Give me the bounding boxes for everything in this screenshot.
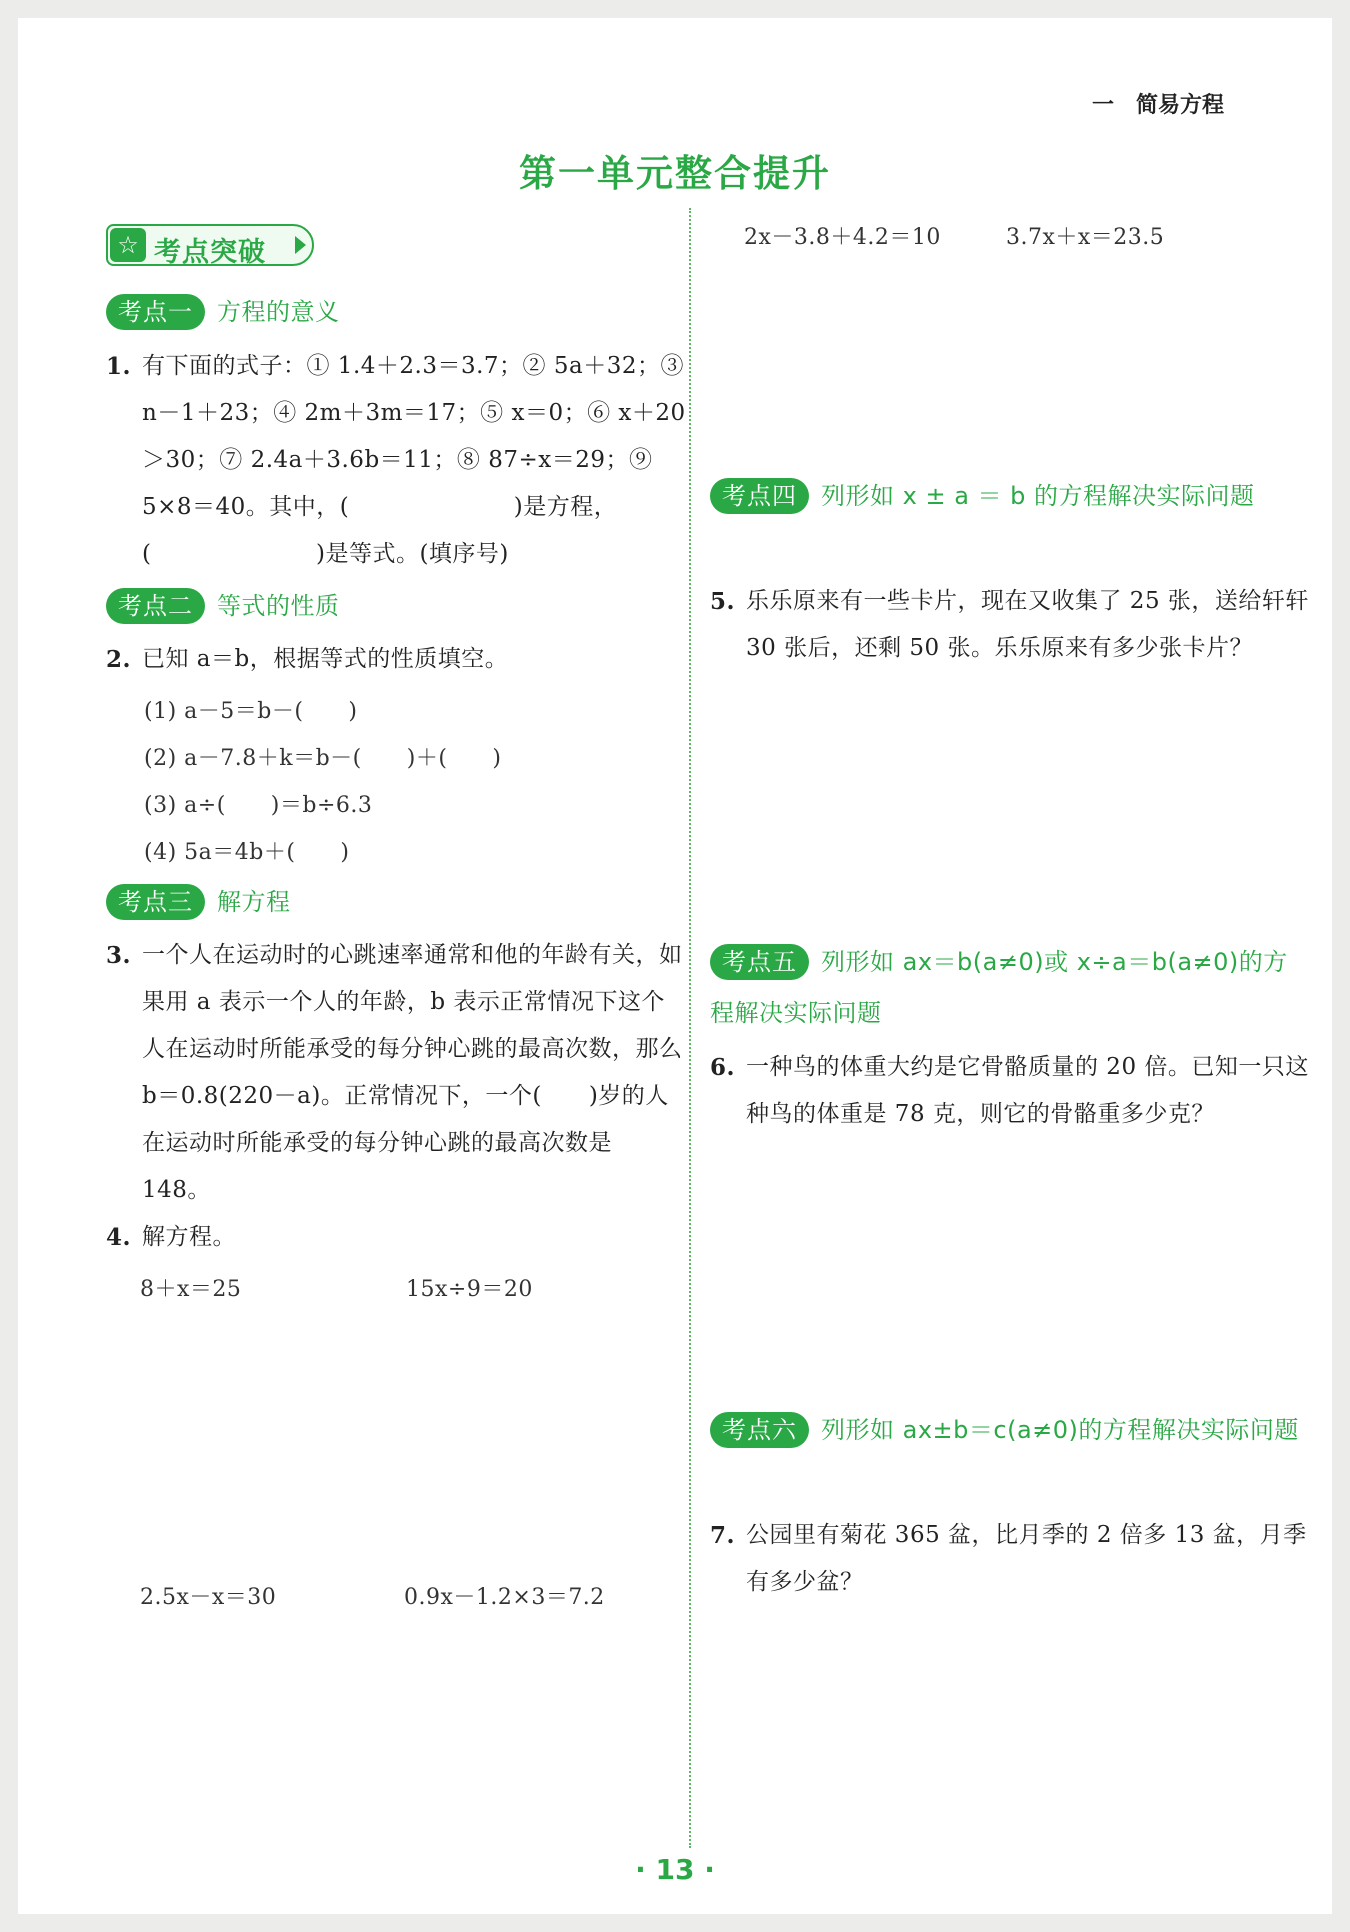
question-text: 乐乐原来有一些卡片，现在又收集了 25 张，送给轩轩 30 张后，还剩 50 张。乐乐原来有多少张卡片？	[746, 588, 1309, 661]
star-icon: ☆	[110, 228, 146, 262]
equation: 2x－3.8＋4.2＝10	[744, 225, 941, 250]
page	[18, 18, 1332, 1914]
section-banner-label: 考点突破	[154, 237, 266, 268]
question-text: 解方程。	[142, 1224, 236, 1250]
kaodian-heading-4	[710, 470, 1310, 521]
kaodian-title: 列形如 ax±b＝c(a≠0)的方程解决实际问题	[821, 1416, 1299, 1444]
kaodian-title: 列形如 x ± a ＝ b 的方程解决实际问题	[821, 482, 1255, 510]
question-text: 已知 a＝b，根据等式的性质填空。	[142, 646, 509, 672]
kaodian-tag: 考点二	[106, 588, 205, 624]
equation: 15x÷9＝20	[406, 1277, 533, 1302]
page-title: 第一单元整合提升	[519, 152, 831, 195]
question-number: 3.	[106, 942, 132, 969]
question-number: 6.	[710, 1054, 736, 1081]
question-number: 1.	[106, 353, 132, 380]
kaodian-heading-6	[710, 1404, 1310, 1455]
kaodian-heading-5	[710, 936, 1310, 1038]
question-3	[106, 932, 688, 1214]
kaodian-tag: 考点一	[106, 294, 205, 330]
equation: 0.9x－1.2×3＝7.2	[404, 1585, 605, 1610]
fill-item: (4) 5a＝4b＋( )	[144, 840, 350, 865]
chapter-header: 一 简易方程	[1091, 93, 1224, 118]
question-4	[106, 1214, 688, 1261]
question-2	[106, 636, 688, 683]
question-1	[106, 343, 688, 578]
fill-item: (2) a－7.8＋k＝b－( )＋( )	[144, 746, 502, 771]
kaodian-title: 等式的性质	[217, 592, 340, 620]
question-text: 一个人在运动时的心跳速率通常和他的年龄有关，如果用 a 表示一个人的年龄，b 表示正常情况下这个人在运动时所能承受的每分钟心跳的最高次数，那么 b＝0.8(220－a)。正常情况下，一个( )岁的人在运动时所能承受的每分钟心跳的最高次数是 148。	[142, 942, 683, 1203]
question-number: 4.	[106, 1224, 132, 1251]
kaodian-title: 方程的意义	[217, 298, 340, 326]
kaodian-title: 解方程	[217, 888, 291, 916]
question-6	[710, 1044, 1310, 1138]
column-divider	[689, 208, 691, 1848]
question-number: 5.	[710, 588, 736, 615]
equation: 3.7x＋x＝23.5	[1006, 225, 1165, 250]
question-text: 有下面的式子：① 1.4＋2.3＝3.7；② 5a＋32；③ n－1＋23；④ 2m＋3m＝17；⑤ x＝0；⑥ x＋20＞30；⑦ 2.4a＋3.6b＝11；⑧ 87÷x＝29；⑨ 5×8＝40。其中，( )是方程，( )是等式。(填序号)	[142, 353, 686, 567]
section-banner	[106, 224, 314, 266]
arrow-icon	[295, 236, 306, 254]
question-7	[710, 1512, 1310, 1606]
kaodian-tag: 考点四	[710, 478, 809, 514]
kaodian-heading-3	[106, 876, 291, 927]
question-text: 公园里有菊花 365 盆，比月季的 2 倍多 13 盆，月季有多少盆？	[746, 1522, 1307, 1595]
question-number: 2.	[106, 646, 132, 673]
kaodian-tag: 考点五	[710, 944, 809, 980]
kaodian-heading-1	[106, 286, 340, 337]
fill-item: (3) a÷( )＝b÷6.3	[144, 793, 373, 818]
question-text: 一种鸟的体重大约是它骨骼质量的 20 倍。已知一只这种鸟的体重是 78 克，则它的骨骼重多少克？	[746, 1054, 1309, 1127]
kaodian-tag: 考点三	[106, 884, 205, 920]
kaodian-tag: 考点六	[710, 1412, 809, 1448]
page-number: · 13 ·	[635, 1853, 715, 1886]
question-number: 7.	[710, 1522, 736, 1549]
fill-item: (1) a－5＝b－( )	[144, 699, 358, 724]
kaodian-title: 列形如 ax＝b(a≠0)或 x÷a＝b(a≠0)的方程解决实际问题	[710, 948, 1288, 1027]
equation: 2.5x－x＝30	[140, 1585, 277, 1610]
kaodian-heading-2	[106, 580, 340, 631]
question-5	[710, 578, 1310, 672]
equation: 8＋x＝25	[140, 1277, 242, 1302]
